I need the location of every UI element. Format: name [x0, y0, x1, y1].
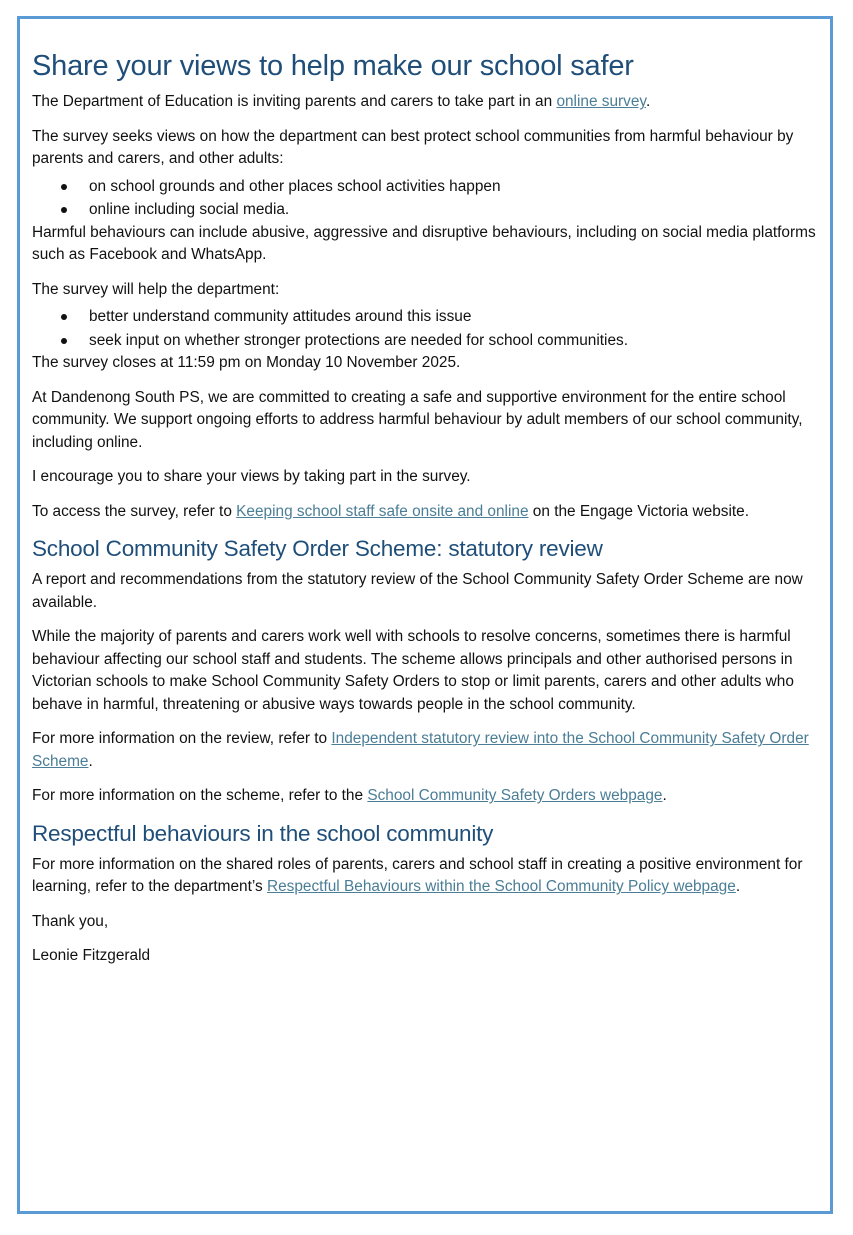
signature: Leonie Fitzgerald: [32, 947, 151, 965]
encourage-paragraph: I encourage you to share your views by taking part in the survey.: [32, 468, 471, 486]
respectful-behaviours-end: .: [735, 878, 741, 896]
access-survey-text: To access the survey, refer to: [32, 502, 232, 520]
survey-scope-paragraph: The survey seeks views on how the department can best protect school communities from harmful behaviour by parents and carers, and other adults:: [32, 127, 794, 168]
list-item: online including social media.: [32, 198, 822, 222]
statutory-review-link[interactable]: Independent statutory review into the School Community Safety Order Scheme: [32, 730, 809, 770]
list-item: better understand community attitudes around this issue: [32, 305, 822, 329]
newsletter-content: [32, 50, 822, 980]
respectful-behaviours-paragraph: [32, 854, 822, 899]
school-commitment-paragraph: At Dandenong South PS, we are committed to creating a safe and supportive environment for the entire school community. We support ongoing efforts to address harmful behaviour by adult members of our school community, including online.: [32, 388, 803, 451]
intro-end: .: [645, 93, 651, 111]
review-info-paragraph: [32, 728, 822, 773]
keeping-staff-safe-link[interactable]: Keeping school staff safe onsite and online: [236, 502, 529, 520]
list-item: seek input on whether stronger protections are needed for school communities.: [32, 329, 822, 353]
safety-orders-webpage-link[interactable]: School Community Safety Orders webpage: [367, 787, 663, 805]
thanks-text: Thank you,: [32, 912, 109, 930]
harmful-behaviours-paragraph: Harmful behaviours can include abusive, aggressive and disruptive behaviours, including on social media platforms such as Facebook and WhatsApp.: [32, 223, 816, 264]
respectful-behaviours-policy-link[interactable]: Respectful Behaviours within the School Community Policy webpage: [267, 878, 736, 896]
scheme-info-text: For more information on the scheme, refer to the: [32, 787, 364, 805]
list-item: on school grounds and other places school activities happen: [32, 175, 822, 199]
scheme-description-paragraph: While the majority of parents and carers work well with schools to resolve concerns, sometimes there is harmful behaviour affecting our school staff and students. The scheme allows principals and other authorised persons in Victorian schools to make School Community Safety Orders to stop or limit parents, carers and other adults who behave in harmful, threatening or abusive ways towards people in the school community.: [32, 628, 794, 713]
section-title-respectful-behaviours: Respectful behaviours in the school community: [32, 820, 494, 846]
scheme-info-end: .: [662, 787, 667, 805]
survey-help-list: [32, 305, 822, 352]
access-survey-paragraph: [32, 501, 822, 524]
review-info-text: For more information on the review, refer to: [32, 730, 328, 748]
survey-help-paragraph: The survey will help the department:: [32, 280, 280, 298]
section-title-statutory-review: School Community Safety Order Scheme: statutory review: [32, 536, 603, 562]
survey-closing-date: The survey closes at 11:59 pm on Monday 10 November 2025.: [32, 354, 461, 372]
review-info-end: .: [88, 752, 93, 770]
intro-text: The Department of Education is inviting parents and carers to take part in an: [32, 93, 553, 111]
review-report-paragraph: A report and recommendations from the statutory review of the School Community Safety Order Scheme are now available.: [32, 571, 803, 611]
online-survey-link[interactable]: online survey: [556, 93, 646, 111]
section-title-share-views: Share your views to help make our school safer: [32, 50, 634, 82]
intro-paragraph: [32, 91, 822, 114]
scheme-info-paragraph: [32, 785, 822, 808]
survey-scope-list: [32, 175, 822, 222]
access-survey-end: on the Engage Victoria website.: [532, 502, 749, 520]
respectful-behaviours-text: For more information on the shared roles of parents, carers and school staff in creating a positive environment for learning, refer to the department’s: [32, 855, 803, 896]
